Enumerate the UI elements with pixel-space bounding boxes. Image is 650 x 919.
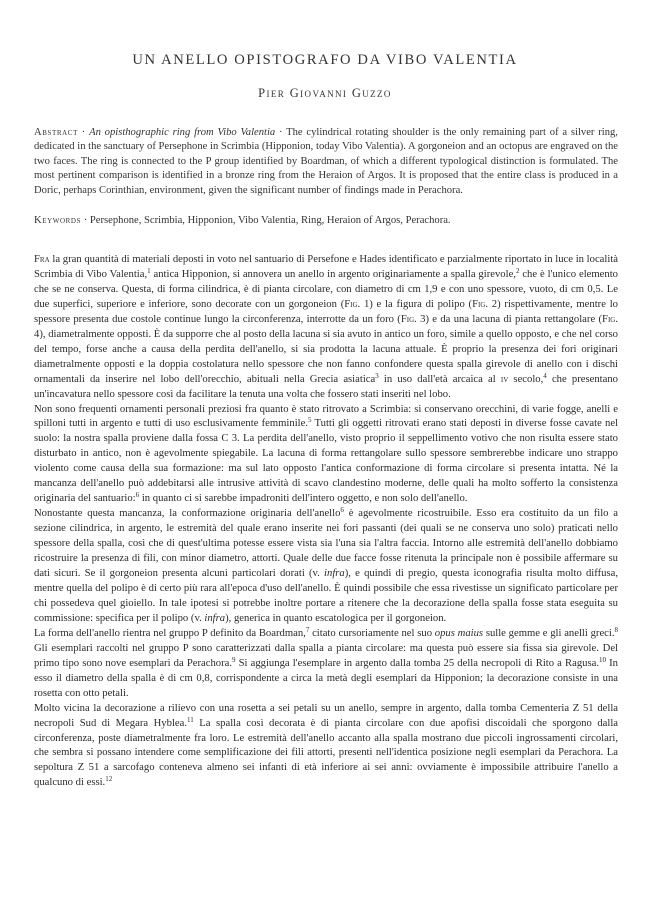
text-run: Gli esemplari raccolti nel gruppo P sono caratterizzati dalla spalla a pianta circolare: ma questa può essere sia fissa sia girevole. Del primo tipo sono nove esemplari da Perachora.	[34, 642, 618, 669]
abstract-separator: ·	[81, 127, 90, 138]
text-run: che è l'unico elemento che se ne conserva. Questa, di forma cilindrica, è di pianta circolare, con diametro di cm 1,9 e con uno spessore, vuoto, di cm 0,5. Le due superfici, superiore e inferiore, sono decorate con un gorgoneion (	[34, 268, 618, 310]
text-run: in uso dall'età arcaica al	[378, 373, 501, 385]
footnote-ref: 11	[187, 715, 194, 724]
article-title: UN ANELLO OPISTOGRAFO DA VIBO VALENTIA	[132, 52, 518, 68]
infra-ref: infra	[324, 568, 345, 580]
opus-maius: opus maius	[434, 627, 484, 639]
article-body	[34, 253, 618, 913]
infra-ref: infra	[204, 612, 226, 624]
footnote-ref: 5	[308, 416, 312, 425]
text-run: Tutti gli oggetti ritrovati erano stati deposti in diverse fosse cavate nel suolo: la nostra spalla proviene dalla fossa C 3. La perdita dell'anello, visto proprio il seppellimento votivo che non risulta essere stato disturbato in antico, non è agevolmente spiegabile. La lacuna di forma rettangolare sullo spessore sembrerebbe indicare uno strappo violento come causa della sua formazione: ma sul lato opposto l'antica conformazione di forma circolare si presenta intatta. Né la mancanza dell'anello può addebitarsi alle intrusive attività di scavo clandestino moderne, delle quali ha molto sofferto la consistenza originaria del santuario:	[34, 418, 618, 505]
abstract-separator: ·	[279, 127, 287, 138]
text-run: Non sono frequenti ornamenti personali preziosi fra quanto è stato ritrovato a Scrimbia: si conservano orecchini, di varie fogge, anelli e spilloni tutti in argento e tutti di uso esclusivamente femminile.	[34, 403, 618, 430]
figure-ref: Fig. 1	[344, 298, 370, 310]
text-run: ), generica in quanto escatologica per il gorgoneion.	[225, 612, 447, 624]
text-run: ) e da una lacuna di pianta rettangolare (	[425, 313, 603, 325]
text-run: sulle gemme e gli anelli greci.	[483, 627, 615, 639]
paragraph-2	[34, 403, 618, 508]
keywords-label: Keywords	[34, 215, 82, 226]
paragraph-4	[34, 627, 618, 702]
drop-word: Fra	[34, 254, 50, 265]
footnote-ref: 9	[232, 655, 236, 664]
footnote-ref: 4	[543, 371, 547, 380]
footnote-ref: 2	[515, 266, 520, 275]
text-run: ) rispettivamente, mentre lo spessore presenta due costole continue lungo la circonferenza, interrotte da un foro (	[34, 298, 618, 325]
text-run: è agevolmente ricostruibile. Esso era costituito da un filo a sezione cilindrica, in argento, le estremità del quale erano inserite nei fori passanti (dei quali se ne conserva uno solo) praticati nello spessore della spalla, così che di quest'ultima potesse essere vista sia l'una sia l'altra faccia. Intorno alle estremità dell'anello dobbiamo ricostruire la presenza di fili, con minor diametro, attorti. Quale delle due facce fosse ritenuta la principale non è possibile affermare su dati sicuri. Se il gorgoneion presenta alcuni particolari dorati (v.	[34, 508, 618, 580]
text-run: La forma dell'anello rientra nel gruppo P definito da Boardman,	[34, 627, 306, 639]
footnote-ref: 8	[614, 625, 618, 634]
abstract-english-title: An opisthographic ring from Vibo Valentia	[89, 127, 276, 138]
footnote-ref: 6	[340, 506, 344, 515]
text-run: La spalla così decorata è di pianta circolare con due apofisi discoidali che sporgono dalla circonferenza, poste diametralmente fra loro. Le estremità dell'anello accanto alla spalla mostrano due piccoli ingrossamenti circolari, che sembra si possano intendere come semplificazione dei fili attorti, presenti nell'identica posizione negli esemplari da Perachora. La sepoltura Z 51 a sarcofago conteneva almeno sei infanti di età inferiore ai sei anni: ovviamente è impossibile attribuire l'anello a qualcuno di essi.	[34, 717, 618, 789]
footnote-ref: 6	[135, 491, 140, 500]
text-run: la gran quantità di materiali deposti in voto nel santuario di Persefone e Hades identificato e parzialmente riportato in luce in località Scrimbia di Vibo Valentia,	[34, 254, 618, 280]
abstract-label: Abstract	[34, 127, 78, 138]
paragraph-1	[34, 253, 618, 403]
footnote-ref: 3	[375, 371, 379, 380]
keywords-separator: ·	[83, 215, 90, 226]
century-numeral: iv	[500, 373, 509, 385]
footnote-ref: 10	[599, 655, 607, 664]
text-run: in quanto ci si sarebbe impadroniti dell'intero oggetto, e non solo dell'anello.	[139, 493, 468, 505]
text-run: citato cursoriamente nel suo	[309, 627, 435, 639]
footnote-ref: 12	[105, 775, 113, 784]
text-run: che presentano un'incavatura nello spessore così da facilitare la tenuta una volta che fossero stati inseriti nel lobo.	[34, 373, 618, 400]
footnote-ref: 1	[147, 266, 151, 275]
paragraph-5	[34, 702, 618, 792]
text-run: ), diametralmente opposti. È da supporre che al posto della lacuna si sia avuto in antico un foro, simile a quello opposto, e che nel corso del tempo, forse anche a causa della perdita dell'anello, si sia prodotta la lacuna attuale. È proprio la presenza dei fori originari diametralmente opposti e la doppia costolatura nello spessore che non fanno confondere questa spalla girevole di anello con i dischi ornamentali da inserire nel lobo dell'orecchio, abituali nella Grecia asiatica	[34, 328, 618, 385]
abstract-text: The cylindrical rotating shoulder is the only remaining part of a silver ring, dedicated in the sanctuary of Persephone in Scrimbia (Hipponion, today Vibo Valentia). A gorgoneion and an octopus are engraved on the two faces. The ring is connected to the P group identified by Boardman, of which a different typological distinction is formulated. The most pertinent comparison is identified in a bronze ring from the Heraion of Argos. It is proposed that the entire class is produced in a Doric, perhaps Corinthian, environment, given the significant number of findings made in Perachora.	[34, 127, 618, 196]
keywords-block	[34, 214, 618, 228]
keywords-text: Persephone, Scrimbia, Hipponion, Vibo Valentia, Ring, Heraion of Argos, Perachora.	[89, 215, 451, 226]
figure-ref: Fig. 4	[34, 313, 618, 340]
paragraph-3	[34, 507, 618, 627]
text-run: In esso il diametro della spalla è di cm 0,8, corrispondente a circa la metà degli esemplari da Hipponion; la decorazione consiste in una rosetta con otto petali.	[34, 657, 618, 699]
text-run: ), e quindi di pregio, questa iconografia risulta molto diffusa, mentre quella del polipo è di certo più rara all'epoca d'uso dell'anello. È quindi possibile che essa rivestisse un significato particolare per chi possedeva quel gioiello. In tale ipotesi si potrebbe inoltre portare a ritenere che la decorazione della spalla fosse stata eseguita su commissione: specifica per il polipo (v.	[34, 568, 618, 624]
footnote-ref: 7	[305, 625, 310, 634]
text-run: Molto vicina la decorazione a rilievo con una rosetta a sei petali su un anello, sempre in argento, dalla tomba Cementeria Z 51 della necropoli Sud di Megara Hyblea.	[34, 702, 618, 729]
text-run: Si aggiunga l'esemplare in argento dalla tomba 25 della necropoli di Rito a Ragusa.	[235, 657, 600, 669]
figure-ref: Fig. 3	[400, 313, 426, 325]
text-run: Nonostante questa mancanza, la conformazione originaria dell'anello	[34, 508, 341, 520]
figure-ref: Fig. 2	[472, 298, 498, 310]
article-author: Pier Giovanni Guzzo	[258, 86, 392, 100]
text-run: antica Hipponion, si annovera un anello in argento originariamente a spalla girevole,	[150, 268, 516, 280]
text-run: ) e la figura di polipo (	[369, 298, 473, 310]
text-run: secolo,	[508, 373, 544, 385]
abstract-block	[34, 126, 618, 198]
